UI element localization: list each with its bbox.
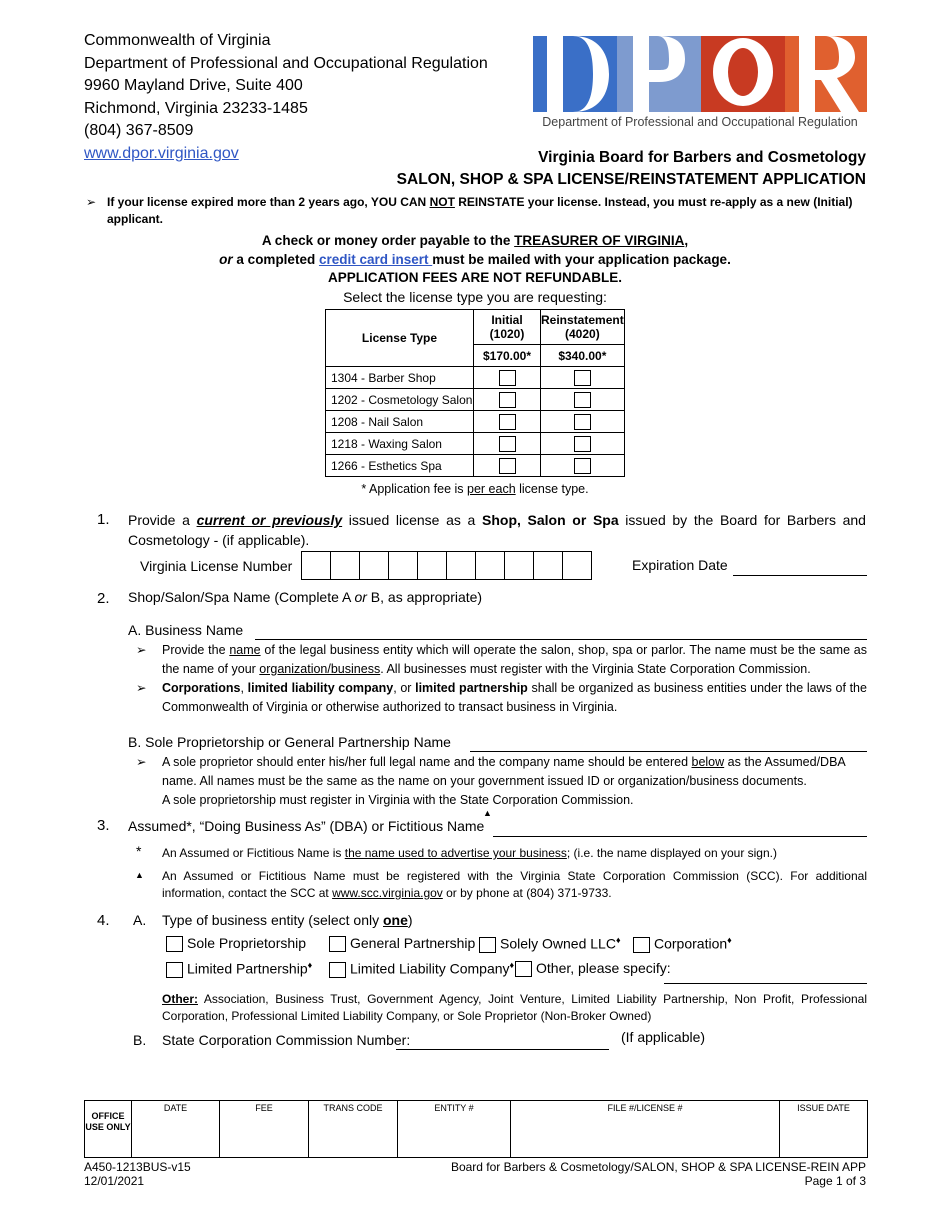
form-heading [397, 147, 866, 191]
initial-checkbox[interactable] [499, 436, 516, 452]
q1-text: Provide a current or previously issued license as a Shop, Salon or Spa issued by the Board for Barbers and Cosmetology - (if applicable). [128, 512, 866, 548]
reinstatement-checkbox[interactable] [574, 370, 591, 386]
col-license-type: License Type [326, 310, 474, 367]
entity-option-llc[interactable]: Limited Liability Company♦ [329, 960, 514, 978]
license-type-label: 1208 - Nail Salon [326, 411, 474, 433]
entity-option-other[interactable]: Other, please specify: [515, 960, 671, 977]
address-line: Department of Professional and Occupational Regulation [84, 54, 488, 72]
scc-website-link[interactable]: www.scc.virginia.gov [332, 886, 443, 900]
address-line: (804) 367-8509 [84, 122, 194, 140]
expiration-date-field[interactable] [733, 575, 867, 576]
question-number: 2. [97, 590, 110, 607]
checkbox[interactable] [479, 937, 496, 953]
table-row [326, 455, 625, 477]
office-col: ENTITY # [398, 1101, 511, 1157]
diamond-marker-icon: ♦ [307, 960, 313, 970]
license-number-input[interactable] [301, 551, 592, 580]
scc-number-label: State Corporation Commission Number: [162, 1032, 411, 1048]
license-type-label: 1202 - Cosmetology Salon [326, 389, 474, 411]
select-license-prompt: Select the license type you are requesting: [343, 289, 607, 305]
question-number: 4. [97, 912, 110, 929]
address-line: 9960 Mayland Drive, Suite 400 [84, 77, 303, 95]
credit-card-insert-link[interactable]: credit card insert [318, 251, 433, 267]
scc-applicable-note: (If applicable) [621, 1029, 706, 1045]
office-col: FEE [220, 1101, 309, 1157]
fee-footnote: * Application fee is per each license type. [361, 482, 589, 496]
form-id: A450-1213BUS-v15 [84, 1160, 191, 1174]
asterisk-marker: * [136, 843, 142, 859]
office-col: ISSUE DATE [797, 1103, 850, 1113]
q4a-letter: A. [133, 912, 147, 928]
table-row [326, 367, 625, 389]
assumed-name-note: An Assumed or Fictitious Name is the name used to advertise your business; (i.e. the name displayed on your sign.) [162, 846, 777, 860]
arrow-bullet-icon: ➢ [136, 643, 147, 657]
other-entity-note: Other: Association, Business Trust, Government Agency, Joint Venture, Limited Liability Partnership, Non Profit, Professional Corporation, Professional Limited Liability Company, or Sole Proprietor (Non-Broker Owned) [162, 992, 867, 1023]
triangle-marker-icon: ▲ [483, 808, 492, 818]
arrow-bullet-icon: ➢ [136, 681, 147, 695]
dba-name-field[interactable] [493, 836, 867, 837]
table-row [326, 411, 625, 433]
fee-instructions: A check or money order payable to the TREASURER OF VIRGINIA, or a completed credit card insert must be mailed with your application package. APPLICATION FEES ARE NOT REFUNDABLE. [84, 232, 866, 288]
license-type-label: 1304 - Barber Shop [326, 367, 474, 389]
form-date: 12/01/2021 [84, 1174, 145, 1188]
diamond-marker-icon: ♦ [727, 935, 732, 945]
entity-option-corporation[interactable]: Corporation♦ [633, 935, 732, 953]
initial-checkbox[interactable] [499, 392, 516, 408]
logo-caption: Department of Professional and Occupational Regulation [542, 115, 858, 129]
dba-name-label: Assumed*, “Doing Business As” (DBA) or Fictitious Name [128, 818, 485, 834]
office-use-label: OFFICE USE ONLY [85, 1101, 132, 1157]
sole-prop-note: ➢ A sole proprietor should enter his/her full legal name and the company name should be entered below as the Assumed/DBA name. All names must be the same as the name on your government issued ID or organization/business documents. A sole proprietorship must register in Virginia with the State Corporation Commission. [136, 755, 846, 807]
office-col: TRANS CODE [309, 1101, 398, 1157]
form-title: SALON, SHOP & SPA LICENSE/REINSTATEMENT APPLICATION [396, 171, 866, 188]
reinstatement-notice: ➢ If your license expired more than 2 years ago, YOU CAN NOT REINSTATE your license. Instead, you must re-apply as a new (Initial) applicant. [86, 195, 853, 226]
checkbox[interactable] [633, 937, 650, 953]
website-link[interactable]: www.dpor.virginia.gov [84, 144, 239, 162]
agency-address [84, 30, 488, 166]
license-type-label: 1266 - Esthetics Spa [326, 455, 474, 477]
triangle-marker-icon: ▲ [135, 870, 144, 880]
arrow-bullet-icon: ➢ [86, 195, 97, 209]
entity-option-sole-proprietorship[interactable]: Sole Proprietorship [166, 935, 306, 952]
col-reinstatement: Reinstatement (4020) [541, 310, 625, 345]
table-row [326, 389, 625, 411]
office-col: FILE #/LICENSE # [511, 1101, 780, 1157]
license-type-label: 1218 - Waxing Salon [326, 433, 474, 455]
diamond-marker-icon: ♦ [615, 935, 621, 945]
office-use-table [84, 1100, 868, 1158]
q4b-letter: B. [133, 1032, 147, 1048]
reinstatement-checkbox[interactable] [574, 436, 591, 452]
address-line: Commonwealth of Virginia [84, 32, 271, 49]
checkbox[interactable] [166, 936, 183, 952]
scc-registration-note: An Assumed or Fictitious Name must be registered with the Virginia State Corporation Commission (SCC). For additional information, contact the SCC at www.scc.virginia.gov or by phone at (804) 371-9733. [162, 869, 867, 900]
checkbox[interactable] [329, 936, 346, 952]
diamond-marker-icon: ♦ [509, 960, 515, 970]
reinstatement-checkbox[interactable] [574, 392, 591, 408]
entity-option-solely-owned-llc[interactable]: Solely Owned LLC♦ [479, 935, 621, 953]
initial-checkbox[interactable] [499, 458, 516, 474]
entity-type-label: Type of business entity (select only one) [162, 912, 413, 928]
sole-prop-name-field[interactable] [470, 751, 867, 752]
table-row [326, 433, 625, 455]
reinstatement-checkbox[interactable] [574, 414, 591, 430]
footer-left [84, 1160, 191, 1188]
business-name-note: ➢ Provide the name of the legal business entity which will operate the salon, shop, spa or parlor. The name must be the same as the name of your organization/business. All businesses must register with the Virginia State Corporation Commission. [136, 643, 867, 676]
scc-number-field[interactable] [396, 1049, 609, 1050]
fee-initial: $170.00* [474, 345, 541, 367]
license-number-label: Virginia License Number [140, 558, 293, 574]
page-number: Page 1 of 3 [804, 1174, 866, 1188]
col-initial: Initial (1020) [474, 310, 541, 345]
business-name-field[interactable] [255, 639, 867, 640]
sole-prop-name-label: B. Sole Proprietorship or General Partnership Name [128, 734, 451, 750]
entity-organization-note: ➢ Corporations, limited liability company, or limited partnership shall be organized as business entities under the laws of the Commonwealth of Virginia or otherwise authorized to transact business in Virginia. [136, 681, 867, 714]
other-specify-field[interactable] [664, 983, 867, 984]
reinstatement-checkbox[interactable] [574, 458, 591, 474]
non-refundable-notice: APPLICATION FEES ARE NOT REFUNDABLE. [327, 270, 622, 285]
initial-checkbox[interactable] [499, 370, 516, 386]
checkbox[interactable] [166, 962, 183, 978]
office-col: DATE [132, 1101, 220, 1157]
entity-option-limited-partnership[interactable]: Limited Partnership♦ [166, 960, 312, 978]
entity-option-general-partnership[interactable]: General Partnership [329, 935, 475, 952]
initial-checkbox[interactable] [499, 414, 516, 430]
question-number: 3. [97, 817, 110, 834]
checkbox[interactable] [329, 962, 346, 978]
footer-right [451, 1160, 866, 1188]
footer-title: Board for Barbers & Cosmetology/SALON, SHOP & SPA LICENSE-REIN APP [450, 1160, 866, 1174]
license-type-table [325, 309, 625, 477]
arrow-bullet-icon: ➢ [136, 755, 147, 769]
q2-heading: Shop/Salon/Spa Name (Complete A or B, as appropriate) [128, 589, 483, 605]
expiration-date-label: Expiration Date [632, 557, 728, 573]
fee-reinstatement: $340.00* [541, 345, 625, 367]
address-line: Richmond, Virginia 23233-1485 [84, 99, 308, 117]
checkbox[interactable] [515, 961, 532, 977]
business-name-label: A. Business Name [128, 622, 244, 638]
question-number: 1. [97, 511, 110, 528]
board-name: Virginia Board for Barbers and Cosmetology [538, 149, 866, 166]
